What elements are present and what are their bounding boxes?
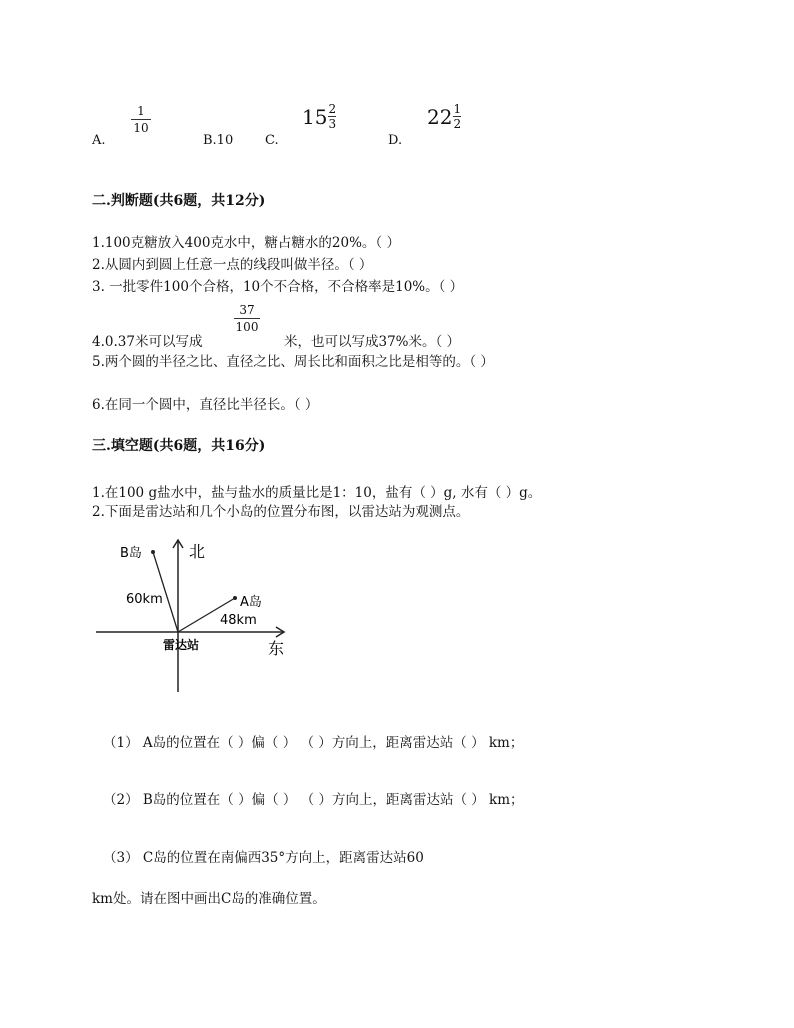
choice-c-label: C. bbox=[265, 133, 279, 148]
section-3-title: 三.填空题(共6题，共16分) bbox=[92, 438, 266, 454]
fraction-denominator: 3 bbox=[328, 117, 337, 131]
choice-b-label: B.10 bbox=[203, 133, 234, 148]
judge-question-4-suffix: 米，也可以写成37%米。（ ） bbox=[284, 334, 461, 350]
island-b-label: B岛 bbox=[120, 546, 142, 561]
section-2-title: 二.判断题(共6题，共12分) bbox=[92, 193, 266, 209]
choice-a-fraction bbox=[131, 104, 151, 135]
judge-question-6: 6.在同一个圆中，直径比半径长。（ ） bbox=[92, 397, 319, 413]
island-b-point bbox=[151, 550, 155, 554]
island-b-distance: 60km bbox=[126, 592, 163, 607]
fraction-numerator: 1 bbox=[453, 102, 462, 116]
radar-station-label: 雷达站 bbox=[163, 638, 200, 652]
island-a-distance: 48km bbox=[220, 613, 257, 628]
fraction-denominator: 2 bbox=[453, 117, 462, 131]
judge-question-1: 1.100克糖放入400克水中，糖占糖水的20%。（ ） bbox=[92, 235, 400, 251]
choice-d-label: D. bbox=[388, 133, 403, 148]
mixed-whole: 15 bbox=[302, 104, 328, 129]
judge-question-3: 3. 一批零件100个合格，10个不合格，不合格率是10%。（ ） bbox=[92, 279, 464, 295]
north-label: 北 bbox=[189, 542, 206, 561]
choice-a-label: A. bbox=[92, 133, 106, 148]
judge-question-4-prefix: 4.0.37米可以写成 bbox=[92, 334, 203, 350]
sub-question-3: （3） C岛的位置在南偏西35°方向上，距离雷达站60 bbox=[103, 850, 424, 866]
fraction-denominator: 100 bbox=[235, 320, 259, 334]
sub-question-1: （1） A岛的位置在（ ）偏（ ） （ ）方向上，距离雷达站（ ） km； bbox=[103, 735, 524, 751]
fraction-numerator: 2 bbox=[328, 102, 337, 116]
mixed-whole: 22 bbox=[427, 104, 453, 129]
fill-question-2: 2.下面是雷达站和几个小岛的位置分布图，以雷达站为观测点。 bbox=[92, 504, 470, 520]
judge-question-4-fraction bbox=[234, 303, 260, 334]
fill-question-1: 1.在100 g盐水中，盐与盐水的质量比是1：10，盐有（ ）g, 水有（ ）g。 bbox=[92, 485, 542, 501]
choice-c-mixed-number bbox=[302, 103, 336, 130]
sub-question-2: （2） B岛的位置在（ ）偏（ ） （ ）方向上，距离雷达站（ ） km； bbox=[103, 792, 524, 808]
sub-question-3-continued: km处。请在图中画出C岛的准确位置。 bbox=[92, 891, 326, 907]
east-label: 东 bbox=[268, 639, 285, 658]
fraction-numerator: 37 bbox=[239, 303, 255, 317]
fraction-denominator: 10 bbox=[133, 121, 149, 135]
fraction-numerator: 1 bbox=[137, 104, 145, 118]
choice-d-mixed-number bbox=[427, 103, 461, 130]
radar-diagram bbox=[92, 530, 302, 700]
island-a-label: A岛 bbox=[240, 595, 262, 610]
judge-question-5: 5.两个圆的半径之比、直径之比、周长比和面积之比是相等的。（ ） bbox=[92, 354, 494, 370]
island-a-point bbox=[233, 596, 237, 600]
judge-question-2: 2.从圆内到圆上任意一点的线段叫做半径。（ ） bbox=[92, 257, 373, 273]
